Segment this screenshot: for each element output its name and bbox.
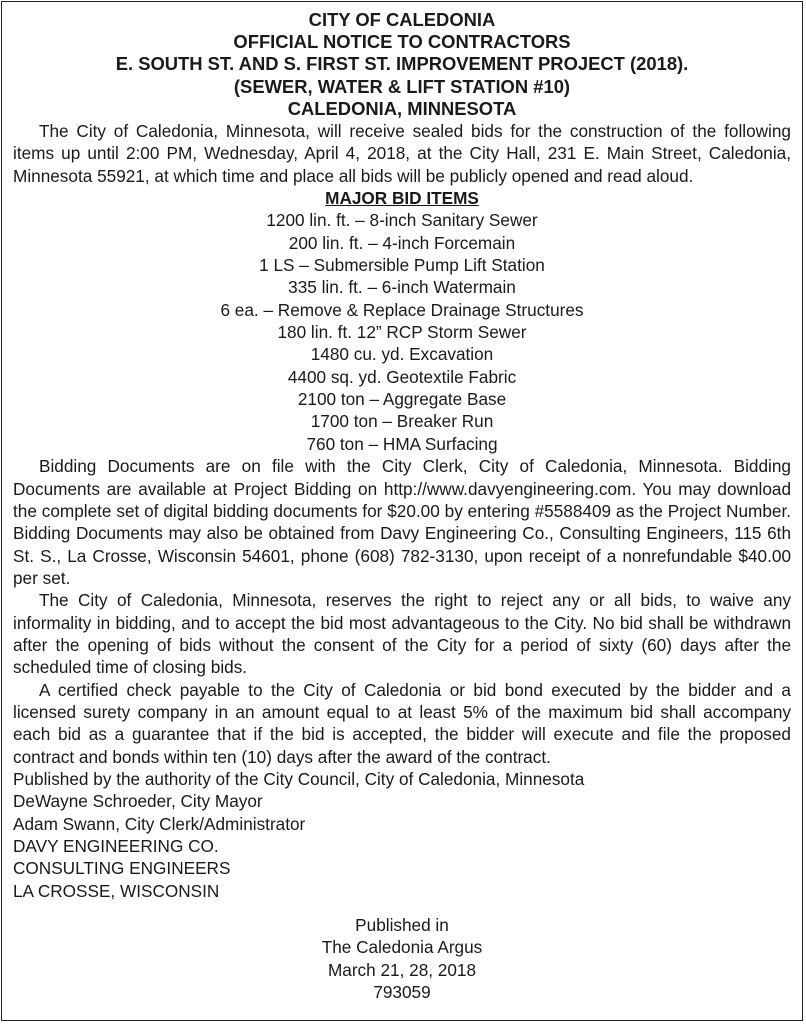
legal-notice (13, 9, 791, 1003)
bid-item: 6 ea. – Remove & Replace Drainage Structures (220, 299, 584, 320)
publication-line: Published in (355, 915, 449, 936)
signature-line: CONSULTING ENGINEERS (13, 858, 231, 879)
bid-item: 180 lin. ft. 12” RCP Storm Sewer (277, 322, 527, 343)
heading-location: CALEDONIA, MINNESOTA (287, 97, 517, 119)
signature-line: Published by the authority of the City Council, City of Caledonia, Minnesota (13, 768, 585, 789)
bid-security-paragraph: A certified check payable to the City of Caledonia or bid bond executed by the bidder and a licensed surety company in an amount equal to at least 5% of the maximum bid shall accompany each bid as a guarantee that if the bid is accepted, the bidder will execute and file the proposed contract and bonds within ten (10) days after the award of the contract. (13, 679, 791, 767)
bid-item: 1 LS – Submersible Pump Lift Station (259, 255, 545, 276)
spacer (13, 902, 791, 914)
bid-item: 4400 sq. yd. Geotextile Fabric (287, 366, 517, 387)
signature-block (13, 768, 791, 902)
rights-paragraph: The City of Caledonia, Minnesota, reserves the right to reject any or all bids, to waive any informality in bidding, and to accept the bid most advantageous to the City. No bid shall be withdrawn after the opening of bids without the consent of the City for a period of sixty (60) days after the scheduled time of closing bids. (13, 590, 791, 678)
signature-line: LA CROSSE, WISCONSIN (13, 880, 220, 901)
publication-number: 793059 (373, 982, 431, 1003)
bid-item: 2100 ton – Aggregate Base (297, 389, 507, 410)
publication-paper: The Caledonia Argus (321, 937, 483, 958)
bid-item: 1480 cu. yd. Excavation (310, 344, 494, 365)
bid-items-title: MAJOR BID ITEMS (325, 188, 479, 209)
heading-city: CITY OF CALEDONIA (308, 9, 496, 30)
signature-line: Adam Swann, City Clerk/Administrator (13, 813, 306, 834)
signature-line: DAVY ENGINEERING CO. (13, 836, 219, 857)
heading-project: E. SOUTH ST. AND S. FIRST ST. IMPROVEMENT PROJECT (2018). (115, 53, 689, 75)
bid-item: 200 lin. ft. – 4-inch Forcemain (288, 232, 516, 253)
heading-notice-title: OFFICIAL NOTICE TO CONTRACTORS (233, 31, 571, 53)
bid-item: 335 lin. ft. – 6-inch Watermain (288, 277, 516, 298)
bid-items-list (13, 187, 791, 455)
bid-item: 1200 lin. ft. – 8-inch Sanitary Sewer (266, 210, 538, 231)
bid-item: 760 ton – HMA Surfacing (306, 433, 498, 454)
notice-heading (13, 9, 791, 120)
bidding-documents-paragraph: Bidding Documents are on file with the City Clerk, City of Caledonia, Minnesota. Bidding Documents are available at Project Bidding on http://www.davyengineering.com. You may download the complete set of digital bidding documents for $20.00 by entering #5588409 as the Project Number. Bidding Documents may also be obtained from Davy Engineering Co., Consulting Engineers, 115 6th St. S., La Crosse, Wisconsin 54601, phone (608) 782-3130, upon receipt of a nonrefundable $40.00 per set. (13, 456, 791, 588)
intro-paragraph: The City of Caledonia, Minnesota, will receive sealed bids for the construction of the following items up until 2:00 PM, Wednesday, April 4, 2018, at the City Hall, 231 E. Main Street, Caledonia, Minnesota 55921, at which time and place all bids will be publicly opened and read aloud. (13, 121, 791, 186)
publication-dates: March 21, 28, 2018 (327, 959, 477, 980)
heading-scope: (SEWER, WATER & LIFT STATION #10) (233, 75, 571, 97)
publication-block (13, 914, 791, 1003)
bid-item: 1700 ton – Breaker Run (310, 411, 494, 432)
signature-line: DeWayne Schroeder, City Mayor (13, 791, 263, 812)
